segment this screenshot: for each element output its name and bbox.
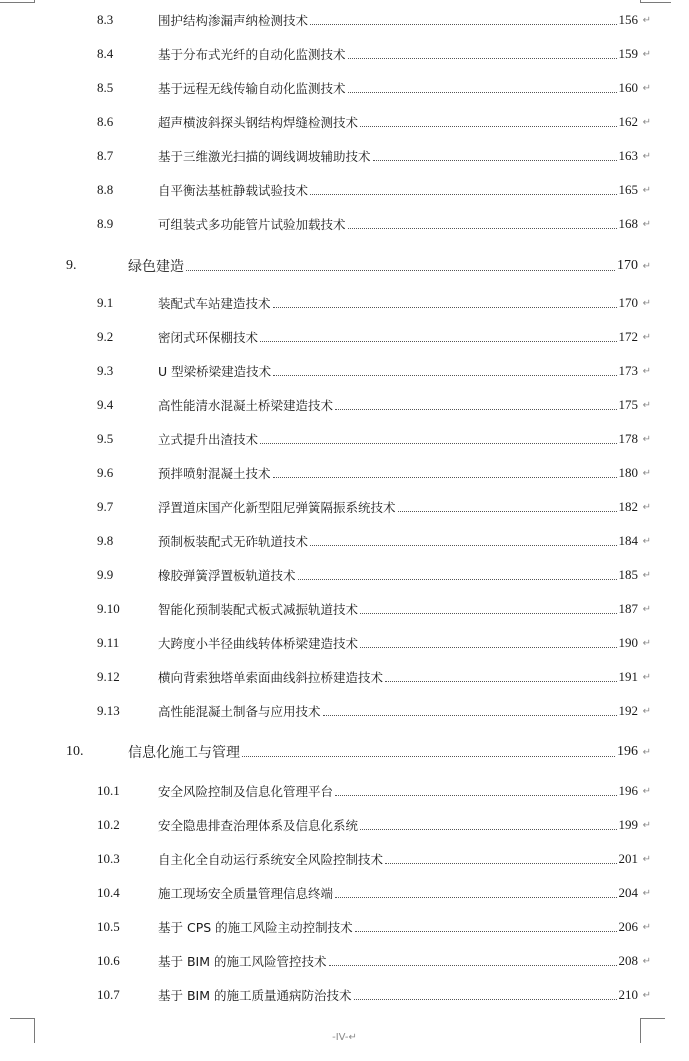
toc-page-number: 185 xyxy=(618,567,638,582)
toc-page-number: 162 xyxy=(618,114,638,129)
toc-number: 9.5 xyxy=(97,431,114,446)
toc-number: 8.5 xyxy=(97,80,114,95)
toc-title: 基于分布式光纤的自动化监测技术 xyxy=(158,47,346,62)
toc-chapter-row[interactable] xyxy=(0,256,689,276)
toc-number: 9.6 xyxy=(97,465,114,480)
toc-page-number: 206 xyxy=(618,919,638,934)
paragraph-mark-icon: ↵ xyxy=(642,705,651,717)
toc-section-row[interactable] xyxy=(0,917,689,937)
toc-title: 高性能混凝土制备与应用技术 xyxy=(158,704,321,719)
toc-section-row[interactable] xyxy=(0,849,689,869)
toc-number: 10.5 xyxy=(97,919,120,934)
toc-page-number: 208 xyxy=(618,953,638,968)
toc-section-row[interactable] xyxy=(0,214,689,234)
toc-page-number: 170 xyxy=(617,258,638,273)
toc-page-number: 168 xyxy=(618,216,638,231)
toc-title: 基于 BIM 的施工质量通病防治技术 xyxy=(158,988,352,1003)
toc-number: 10.2 xyxy=(97,817,120,832)
toc-number: 9.10 xyxy=(97,601,120,616)
dot-leader xyxy=(348,57,617,59)
dot-leader xyxy=(355,930,617,932)
toc-title: 安全隐患排查治理体系及信息化系统 xyxy=(158,818,359,833)
toc-section-row[interactable] xyxy=(0,951,689,971)
toc-section-row[interactable] xyxy=(0,565,689,585)
toc-title: 可组装式多功能管片试验加载技术 xyxy=(158,217,346,232)
toc-section-row[interactable] xyxy=(0,667,689,687)
toc-title: 立式提升出渣技术 xyxy=(158,432,259,447)
toc-title: 大跨度小半径曲线转体桥梁建造技术 xyxy=(158,636,359,651)
paragraph-mark-icon: ↵ xyxy=(642,218,651,230)
toc-page-number: 156 xyxy=(618,12,638,27)
paragraph-mark-icon: ↵ xyxy=(642,116,651,128)
paragraph-mark-icon: ↵ xyxy=(642,853,651,865)
toc-title: 密闭式环保棚技术 xyxy=(158,330,259,345)
toc-section-row[interactable] xyxy=(0,883,689,903)
toc-title: 围护结构渗漏声纳检测技术 xyxy=(158,13,309,28)
toc-number: 8.3 xyxy=(97,12,114,27)
paragraph-mark-icon: ↵ xyxy=(642,746,651,758)
toc-section-row[interactable] xyxy=(0,701,689,721)
dot-leader xyxy=(273,476,617,478)
toc-number: 10.3 xyxy=(97,851,120,866)
toc-number: 9.1 xyxy=(97,295,114,310)
toc-section-row[interactable] xyxy=(0,463,689,483)
toc-chapter-row[interactable] xyxy=(0,742,689,762)
toc-section-row[interactable] xyxy=(0,146,689,166)
toc-title: 信息化施工与管理 xyxy=(128,745,240,761)
paragraph-mark-icon: ↵ xyxy=(642,14,651,26)
toc-title: 基于远程无线传输自动化监测技术 xyxy=(158,81,346,96)
toc-title: 智能化预制装配式板式减振轨道技术 xyxy=(158,602,359,617)
toc-number: 8.6 xyxy=(97,114,114,129)
crop-mark-top-left xyxy=(0,0,35,3)
toc-page-number: 199 xyxy=(618,817,638,832)
toc-title: 基于 CPS 的施工风险主动控制技术 xyxy=(158,920,353,935)
dot-leader xyxy=(354,998,617,1000)
toc-page-number: 204 xyxy=(618,885,638,900)
toc-title: 绿色建造 xyxy=(128,259,184,275)
dot-leader xyxy=(186,269,615,271)
dot-leader xyxy=(260,340,616,342)
toc-title: 高性能清水混凝土桥梁建造技术 xyxy=(158,398,334,413)
toc-section-row[interactable] xyxy=(0,781,689,801)
toc-number: 10.7 xyxy=(97,987,120,1002)
paragraph-mark-icon: ↵ xyxy=(642,785,651,797)
toc-number: 9.9 xyxy=(97,567,114,582)
toc-page-number: 191 xyxy=(618,669,638,684)
toc-title: 安全风险控制及信息化管理平台 xyxy=(158,784,334,799)
toc-section-row[interactable] xyxy=(0,10,689,30)
paragraph-mark-icon: ↵ xyxy=(642,48,651,60)
paragraph-mark-icon: ↵ xyxy=(642,184,651,196)
toc-section-row[interactable] xyxy=(0,78,689,98)
dot-leader xyxy=(348,227,617,229)
toc-page-number: 192 xyxy=(618,703,638,718)
toc-title: 基于 BIM 的施工风险管控技术 xyxy=(158,954,327,969)
toc-section-row[interactable] xyxy=(0,985,689,1005)
paragraph-mark-icon: ↵ xyxy=(642,82,651,94)
toc-number: 9.8 xyxy=(97,533,114,548)
paragraph-mark-icon: ↵ xyxy=(642,921,651,933)
dot-leader xyxy=(360,828,616,830)
paragraph-mark-icon: ↵ xyxy=(642,150,651,162)
toc-page-number: 159 xyxy=(618,46,638,61)
paragraph-mark-icon: ↵ xyxy=(642,433,651,445)
toc-title: 自平衡法基桩静载试验技术 xyxy=(158,183,309,198)
dot-leader xyxy=(398,510,617,512)
toc-title: U 型梁桥梁建造技术 xyxy=(158,364,272,379)
toc-title: 超声横波斜探头钢结构焊缝检测技术 xyxy=(158,115,359,130)
toc-section-row[interactable] xyxy=(0,429,689,449)
toc-section-row[interactable] xyxy=(0,815,689,835)
paragraph-mark-icon: ↵ xyxy=(642,819,651,831)
toc-section-row[interactable] xyxy=(0,633,689,653)
toc-page-number: 184 xyxy=(618,533,638,548)
toc-title: 施工现场安全质量管理信息终端 xyxy=(158,886,334,901)
dot-leader xyxy=(273,306,617,308)
toc-page-number: 201 xyxy=(618,851,638,866)
paragraph-mark-icon: ↵ xyxy=(642,297,651,309)
toc-number: 9.13 xyxy=(97,703,120,718)
paragraph-mark-icon: ↵ xyxy=(642,535,651,547)
toc-number: 8.8 xyxy=(97,182,114,197)
paragraph-mark-icon: ↵ xyxy=(642,365,651,377)
paragraph-mark-icon: ↵ xyxy=(642,671,651,683)
dot-leader xyxy=(310,193,616,195)
paragraph-mark-icon: ↵ xyxy=(642,887,651,899)
toc-title: 预制板装配式无砟轨道技术 xyxy=(158,534,309,549)
paragraph-mark-icon: ↵ xyxy=(642,637,651,649)
toc-title: 预拌喷射混凝土技术 xyxy=(158,466,271,481)
toc-section-row[interactable] xyxy=(0,599,689,619)
toc-section-row[interactable] xyxy=(0,361,689,381)
paragraph-mark-icon: ↵ xyxy=(642,399,651,411)
dot-leader xyxy=(360,125,616,127)
toc-page-number: 210 xyxy=(618,987,638,1002)
toc-number: 9.2 xyxy=(97,329,114,344)
toc-title: 基于三维激光扫描的调线调坡辅助技术 xyxy=(158,149,371,164)
dot-leader xyxy=(360,646,616,648)
dot-leader xyxy=(385,862,616,864)
crop-mark-top-right xyxy=(640,0,671,3)
toc-number: 10.1 xyxy=(97,783,120,798)
toc-number: 10.4 xyxy=(97,885,120,900)
toc-number: 8.4 xyxy=(97,46,114,61)
paragraph-mark-icon: ↵ xyxy=(642,501,651,513)
page-footer: -IV-↵ xyxy=(332,1032,357,1043)
toc-page-number: 160 xyxy=(618,80,638,95)
paragraph-mark-icon: ↵ xyxy=(642,331,651,343)
dot-leader xyxy=(360,612,616,614)
toc-number: 9.12 xyxy=(97,669,120,684)
paragraph-mark-icon: ↵ xyxy=(642,569,651,581)
dot-leader xyxy=(242,755,615,757)
toc-page-number: 163 xyxy=(618,148,638,163)
paragraph-mark-icon: ↵ xyxy=(642,467,651,479)
toc-section-row[interactable] xyxy=(0,531,689,551)
toc-page-number: 187 xyxy=(618,601,638,616)
toc-title: 自主化全自动运行系统安全风险控制技术 xyxy=(158,852,384,867)
paragraph-mark-icon: ↵ xyxy=(642,603,651,615)
toc-page-number: 178 xyxy=(618,431,638,446)
dot-leader xyxy=(348,91,617,93)
toc-section-row[interactable] xyxy=(0,112,689,132)
dot-leader xyxy=(335,896,616,898)
toc-title: 横向背索独塔单索面曲线斜拉桥建造技术 xyxy=(158,670,384,685)
paragraph-mark-icon: ↵ xyxy=(642,955,651,967)
toc-number: 9. xyxy=(66,258,77,273)
dot-leader xyxy=(323,714,617,716)
toc-number: 8.9 xyxy=(97,216,114,231)
dot-leader xyxy=(335,794,616,796)
toc-page-number: 196 xyxy=(617,744,638,759)
dot-leader xyxy=(385,680,616,682)
dot-leader xyxy=(329,964,617,966)
toc-page-number: 170 xyxy=(618,295,638,310)
toc-number: 8.7 xyxy=(97,148,114,163)
toc-page-number: 180 xyxy=(618,465,638,480)
toc-page-number: 172 xyxy=(618,329,638,344)
dot-leader xyxy=(298,578,617,580)
dot-leader xyxy=(273,374,616,376)
toc-page-number: 196 xyxy=(618,783,638,798)
toc-title: 浮置道床国产化新型阻尼弹簧隔振系统技术 xyxy=(158,500,396,515)
dot-leader xyxy=(335,408,616,410)
toc-page-number: 190 xyxy=(618,635,638,650)
dot-leader xyxy=(373,159,617,161)
toc-number: 9.7 xyxy=(97,499,114,514)
toc-number: 10.6 xyxy=(97,953,120,968)
toc-page-number: 182 xyxy=(618,499,638,514)
dot-leader xyxy=(310,23,616,25)
toc-number: 10. xyxy=(66,744,84,759)
toc-number: 9.11 xyxy=(97,635,120,650)
toc-number: 9.4 xyxy=(97,397,114,412)
toc-title: 橡胶弹簧浮置板轨道技术 xyxy=(158,568,296,583)
toc-page-number: 173 xyxy=(618,363,638,378)
toc-section-row[interactable] xyxy=(0,44,689,64)
paragraph-mark-icon: ↵ xyxy=(642,260,651,272)
toc-section-row[interactable] xyxy=(0,180,689,200)
toc-section-row[interactable] xyxy=(0,497,689,517)
toc-title: 装配式车站建造技术 xyxy=(158,296,271,311)
toc-page-number: 165 xyxy=(618,182,638,197)
dot-leader xyxy=(260,442,616,444)
toc-section-row[interactable] xyxy=(0,395,689,415)
toc-section-row[interactable] xyxy=(0,293,689,313)
toc-section-row[interactable] xyxy=(0,327,689,347)
toc-number: 9.3 xyxy=(97,363,114,378)
toc-page-number: 175 xyxy=(618,397,638,412)
paragraph-mark-icon: ↵ xyxy=(642,989,651,1001)
dot-leader xyxy=(310,544,616,546)
